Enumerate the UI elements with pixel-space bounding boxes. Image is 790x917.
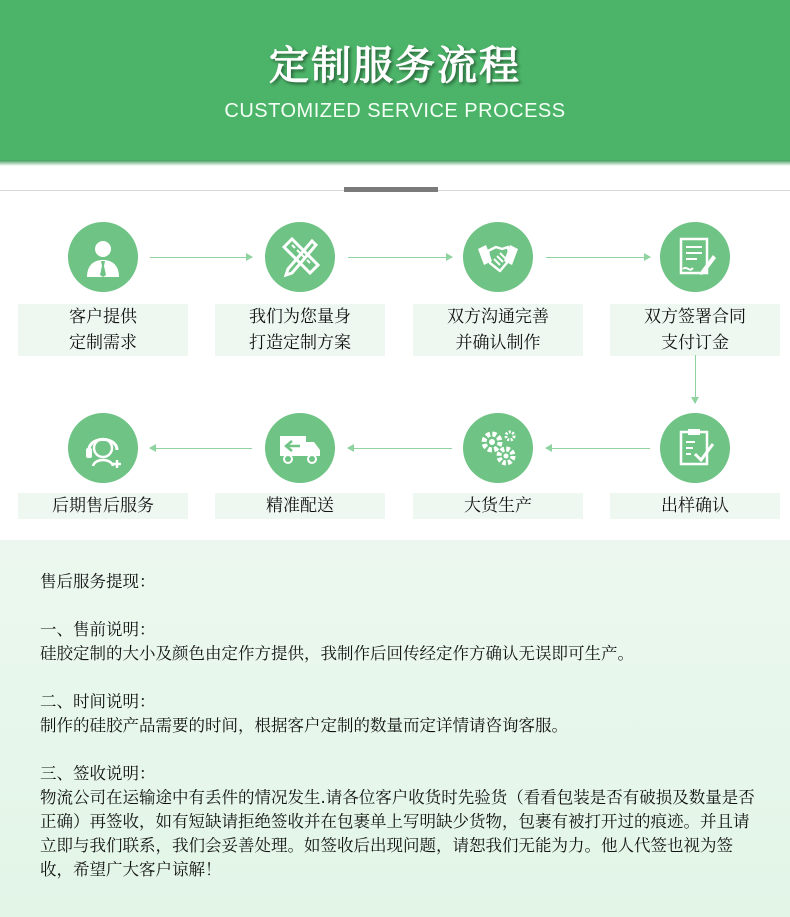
section-2-body: 制作的硅胶产品需要的时间，根据客户定制的数量而定详情请咨询客服。 [40, 716, 568, 735]
process-flow [0, 200, 790, 540]
step-8-label: 后期售后服务 [18, 493, 188, 519]
step-5-label: 出样确认 [610, 493, 780, 519]
customer-service-icon [81, 426, 125, 470]
contract-signing-icon [673, 235, 717, 279]
step-7-label: 精准配送 [215, 493, 385, 519]
delivery-truck-icon [278, 426, 322, 470]
step-6-label: 大货生产 [413, 493, 583, 519]
step-2-label: 我们为您量身 打造定制方案 [215, 304, 385, 356]
page-subtitle: CUSTOMIZED SERVICE PROCESS [224, 100, 566, 122]
arrow-3-4 [546, 257, 650, 258]
section-1-title: 一、售前说明： [40, 620, 156, 639]
arrow-2-3 [348, 257, 452, 258]
section-3-title: 三、签收说明： [40, 764, 156, 783]
step-7-circle [265, 413, 335, 483]
divider-accent [344, 187, 438, 192]
section-2-title: 二、时间说明： [40, 692, 156, 711]
step-3-circle [463, 222, 533, 292]
header-banner [0, 0, 790, 160]
customer-person-icon [81, 235, 125, 279]
service-notes [0, 540, 790, 917]
arrow-5-6 [546, 448, 650, 449]
step-8-circle [68, 413, 138, 483]
step-1-label: 客户提供 定制需求 [18, 304, 188, 356]
arrow-7-8 [150, 448, 252, 449]
step-1-circle [68, 222, 138, 292]
sample-checklist-icon [673, 426, 717, 470]
step-5-circle [660, 413, 730, 483]
header-shadow [0, 160, 790, 166]
handshake-icon [476, 235, 520, 279]
section-1-body: 硅胶定制的大小及颜色由定作方提供，我制作后回传经定作方确认无误即可生产。 [40, 644, 634, 663]
gears-icon [476, 426, 520, 470]
arrow-6-7 [348, 448, 452, 449]
step-2-circle [265, 222, 335, 292]
section-3-body: 物流公司在运输途中有丢件的情况发生.请各位客户收货时先验货（看看包装是否有破损及数量是否正确）再签收，如有短缺请拒绝签收并在包裹单上写明缺少货物，包裹有被打开过的痕迹。并且请立即与我们联系，我们会妥善处理。如签收后出现问题，请恕我们无能为力。他人代签也视为签收，希望广大客户谅解！ [40, 788, 755, 879]
step-3-label: 双方沟通完善 并确认制作 [413, 304, 583, 356]
step-4-circle [660, 222, 730, 292]
arrow-4-5 [695, 355, 696, 403]
design-tools-icon [278, 235, 322, 279]
step-6-circle [463, 413, 533, 483]
notes-heading: 售后服务提现： [40, 572, 156, 591]
notes-content [40, 570, 765, 906]
page-title: 定制服务流程 [269, 43, 521, 89]
arrow-1-2 [150, 257, 252, 258]
step-4-label: 双方签署合同 支付订金 [610, 304, 780, 356]
